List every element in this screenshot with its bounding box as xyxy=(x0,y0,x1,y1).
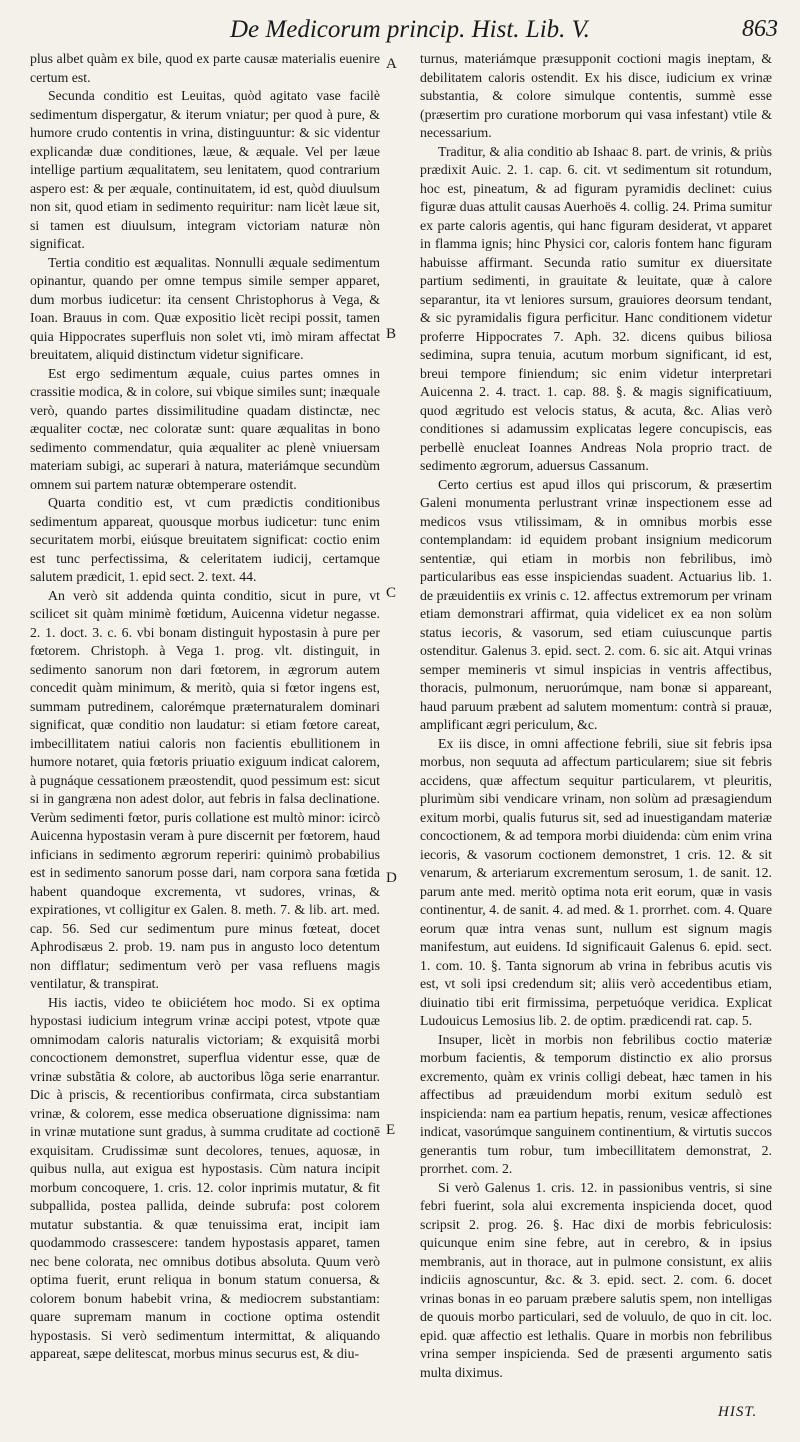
margin-marker: E xyxy=(386,1122,396,1138)
margin-marker: A xyxy=(386,56,397,72)
paragraph: Ex iis disce, in omni affectione febrili, siue sit febris ipsa morbus, non sequuta ad affectum particularem; siue sit febris accidens, quæ affectum sequitur particularem, vt pleuritis, plurimùm sibi vendicare vrinam, non solùm ad præsagiendum exitum morbi, qualis futurus sit, sed ad inuestigandam materiæ concoctionem, & ad tempora morbi diuidenda: cùm enim vrina iecoris, & vasorum coctionem demonstret, 1 cris. 12. & sit venarum, & arteriarum excrementum serosum, 1. de sanit. 12. parum ante med. meritò optima nota erit eorum, quæ in vasis continentur, 4. de sanit. 4. ad med. & 1. prorrhet. com. 4. Quare eorum quæ intra venas sunt, nullum est signum magis manifestum, aut euidens. Id significauit Galenus 6. epid. sect. 1. com. 10. §. Tanta signorum ab vrina in febribus acutis vis est, vt soli ipsi credendum sit; aliis verò accedentibus etiam, diuinatio tibi erit firmissima, perpetuóque veridica. Explicat Ludouicus Lemosius lib. 2. de optim. prædicendi rat. cap. 5. xyxy=(420,735,772,1028)
paragraph: Secunda conditio est Leuitas, quòd agitato vase facilè sedimentum dispergatur, & iterum vniatur; per quod à pure, & humore crudo contentis in vrina, distinguuntur: & sic videntur explicandæ duæ conditiones, læue, & æquale. Vel per læue intellige partium æqualitatem, seu lenitatem, quod contrarium aspero est: & per æquale, continuitatem, id est, quòd diuulsum non sit, quod etiam in sedimento requiritur: nam licèt læue sit, si tamen est diuulsum, integram victoriam naturæ nòn significat. xyxy=(30,88,380,251)
page-number: 863 xyxy=(742,16,778,42)
catchword: HIST. xyxy=(718,1404,758,1420)
paragraph: His iactis, video te obiiciétem hoc modo. Si ex optima hypostasi iudicium integrum vrinæ accipi potest, vtpote quæ omnimodam caloris naturalis victoriam; & exquisitâ morbi concoctionem demonstret, superflua videntur esse, quæ de vrinæ substãtia & colore, ab auctoribus lõga serie enarrantur. Dic à priscis, & recentioribus confirmata, circa substantiam vrinæ, & colorem, esse medica obseruatione dignissima: nam in vrinæ mutatione sunt gradus, à summa cruditate ad coctionē exquisitam. Crudissimæ sunt decolores, tenues, aquosæ, in quibus nulla, aut exigua est hypostasis. Cùm natura incipit morbum concoquere, 1. cris. 12. color inprimis mutatur, & fit subpallida, postea pallida, deinde subrufa: post colorem mutatur substantia. & quæ tenuissima erat, incipit iam quodammodo crassescere: tandem hypostasis apparet, tamen nec bene colorata, nec omnibus dotibus absoluta. Quum verò optima fuerit, erunt reliqua in bonum statum conuersa, & colorem bonum habebit vrina, & mediocrem substantiam: quare supremam manum in coctione optima ostendit hypostasis. Si verò sedimentum intermittat, & aliquando appareat, sæpe delitescat, morbus minus securus est, & diu- xyxy=(30,994,380,1361)
right-column xyxy=(420,50,772,1382)
running-head: De Medicorum princip. Hist. Lib. V. xyxy=(230,16,590,43)
margin-marker: C xyxy=(386,585,397,601)
paragraph: Est ergo sedimentum æquale, cuius partes omnes in crassitie modica, & in colore, sui vbique similes sunt; inæquale verò, quando partes dissimilitudine quadam distinctæ, nec æqualiter coctæ, nec coloratæ sunt: quare æqualitas in bono sedimento commendatur, quia æqualiter ac plenè vniuersam materiam subigi, ac superari à natura, materiámque secundùm omnem sui partem naturæ obtemperare ostendit. xyxy=(30,365,380,492)
paragraph: An verò sit addenda quinta conditio, sicut in pure, vt scilicet sit quàm minimè fœtidum, Auicenna videtur negasse. 2. 1. doct. 3. c. 6. vbi bonam distinguit hypostasin à pure per fœtorem. Christoph. à Vega 1. prog. vlt. distinguit, in sedimento sanorum non dari fœtorem, in ægrorum autem concedit quàm minimum, & meritò, quia si fœtor ingens est, summam putredinem, calorémque præternaturalem dominari significat, quæ conditio non laudatur: si etiam fœtore careat, imbecillitatem natiui caloris non facientis ebullitionem in humore notaret, quia fœtoris priuatio exiguum indicat calorem, à pugnáque cessationem præostendit, quod pessimum est: sicut si in gangræna non adest dolor, aut febris in falsa declinatione. Verùm sedimenti fœtor, puris collatione est multò minor: icircò Auicenna hypostasin veram à pure discernit per fœtorem, haud inficians in sedimento ægrorum reperiri: quinimò probabilius est in sedimento sanorum posse dari, nam corpora sana fœtida habent quandoque excrementa, vt sudores, vrinas, & expirationes, vt colligitur ex Galen. 8. meth. 7. & lib. art. med. cap. 56. Sed cur sedimentum pure minus fœteat, docet Aphrodisæus 2. prob. 19. nam pus in angusto loco detentum non difflatur; sedimentum verò per vasa refluens magis ventilatur, & transpirat. xyxy=(30,587,380,991)
paragraph: Quarta conditio est, vt cum prædictis conditionibus sedimentum appareat, quousque morbus iudicetur: tunc enim securitatem morbi, eiúsque breuitatem significat: coctio enim est tunc perfectissima, & celeritatem iudicij, certamque salutem prædicit, 1. epid sect. 2. text. 44. xyxy=(30,495,380,584)
paragraph: Si verò Galenus 1. cris. 12. in passionibus ventris, si sine febri fuerint, sola alui excrementa inspicienda docet, quod scripsit 2. prog. 26. §. Hac dixi de morbis febriculosis: quicunque enim sine febre, aut in cerebro, & in ipsius membranis, aut in thorace, aut in pulmone consistunt, ex aliis indiciis agnoscuntur, &c. & 3. epid. sect. 2. com. 6. docet vrinas bonas in eo paruam præbere salutis spem, non intelligas de quouis morbo particulari, sed de voluulo, de quo in cit. loc. epid. quæ affectio est lethalis. Quare in morbis non febrilibus vrina semper inspicienda. Sed de præsenti argumento satis multa diximus. xyxy=(420,1179,772,1380)
margin-marker: B xyxy=(386,326,397,342)
margin-marker: D xyxy=(386,870,397,886)
paragraph: Tertia conditio est æqualitas. Nonnulli æquale sedimentum opinantur, quando per omne tempus simile semper apparet, dum morbus iudicetur: ita censent Christophorus à Vega, & Ioan. Brauus in com. Quæ expositio licèt recipi possit, tamen quia Hippocrates superfluis non solet vti, imò miram affectat breuitatem, aliquid distinctum videtur significare. xyxy=(30,254,380,362)
paragraph: Certo certius est apud illos qui priscorum, & præsertim Galeni monumenta perlustrant vrinæ inspectionem esse ad medicos vsus vtilissimam, & in omnibus morbis esse contemplandam: id equidem probant insignium medicorum sententiæ, qui etiam in morbis non febrilibus, imò particularibus eas esse inspiciendas suadent. Actuarius lib. 1. de præuidentiis ex vrinis c. 12. affectus extremorum per vrinam etiam demonstrari affirmat, quia videlicet ex ea non solùm status iecoris, & vasorum, sed etiam cuiuscunque partis ostenditur. Galenus 3. epid. sect. 2. com. 6. sic ait. Atqui vrinas semper memineris vt simul inspicias in ventris affectibus, thoracis, pulmonum, neruorúmque, nam bonæ si appareant, haud paruum præbent ad salutem momentum: contrà si prauæ, amplificant ægri periculum, &c. xyxy=(420,476,772,732)
paragraph: Traditur, & alia conditio ab Ishaac 8. part. de vrinis, & priùs prædixit Auic. 2. 1. cap. 6. cit. vt sedimentum sit rotundum, hoc est, pineatum, & ad figuram pyramidis declinet: cuius figuræ duas attulit causas Auerhoës 4. collig. 24. Prima sumitur ex parte caloris agentis, qui hanc figuram desiderat, vt apparet in flamma ignis; hinc Physici cor, caloris fontem hanc figuram habuisse affirmant. Secunda ratio sumitur ex diuersitate partium sedimenti, in grauitate & leuitate, quæ à calore separantur, ita vt leniores sursum, grauiores deorsum tendant, & sic pyramidalis figura perficitur. Hanc conditionem videtur proferre Hippocrates 7. Aph. 32. dicens quibus biliosa sedimina, supra tenuia, acutum morbum significant, id est, breui tempore finiendum; sic enim videtur interpretari Auicenna 2. 4. tract. 1. cap. 88. §. & magis significatiuum, quod ægritudo est velocis status, & acuta, &c. Alias verò conditiones si adamussim explicatas legere concupiscis, eas perbellè enucleat Ioannes Andreas Nola proprio tract. de sedimento ægrorum, aduersus Cassanum. xyxy=(420,143,772,473)
paragraph: plus albet quàm ex bile, quod ex parte causæ materialis euenire certum est. xyxy=(30,51,380,85)
left-column xyxy=(30,50,380,1364)
paragraph: turnus, materiámque præsupponit coctioni magis ineptam, & debilitatem caloris ostendit. Ex his disce, iudicium ex vrinæ substantia, & colore simulque contentis, summè esse (præsertim pro curatione morborum qui vasa infestant) vtile & necessarium. xyxy=(420,51,772,140)
paragraph: Insuper, licèt in morbis non febrilibus coctio materiæ morbum facientis, & temporum distinctio ex alio prorsus excremento, quàm ex vrinis colligi debeat, hæc tamen in his affectibus ad præuidendum morbi exitum sedulò est inspicienda: nam ea partium hepatis, renum, vesicæ affectiones indicat, vasorúmque sanguinem continentium, & virtutis succos generantis tum robur, tum imbecillitatem demonstrat, 2. prorrhet. com. 2. xyxy=(420,1031,772,1176)
